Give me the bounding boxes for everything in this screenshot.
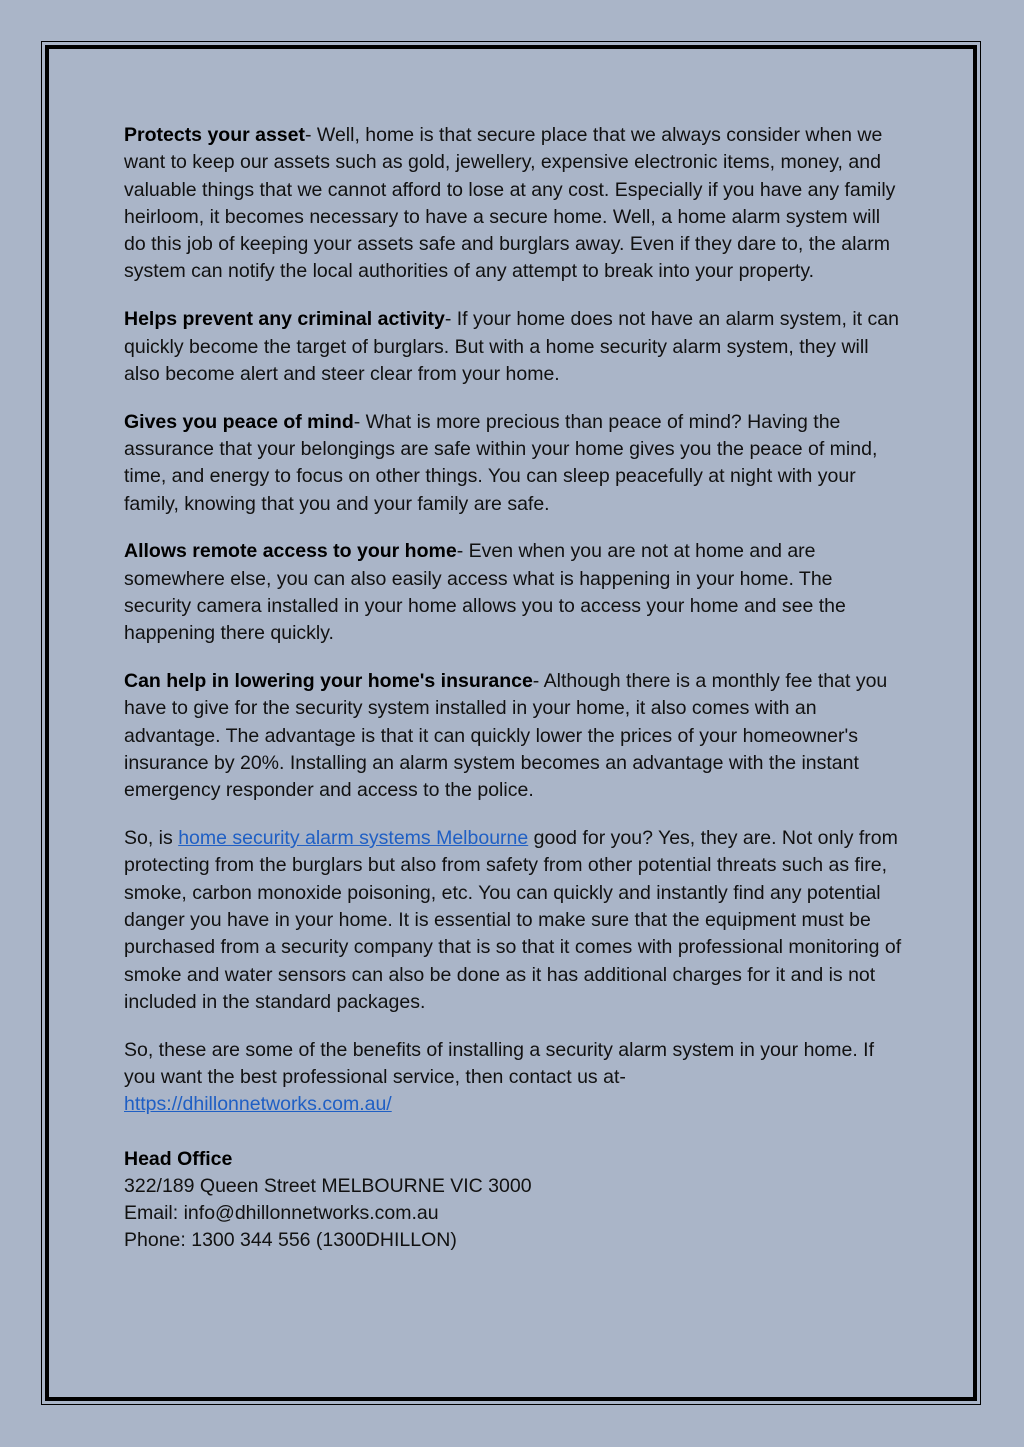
closing-text: So, these are some of the benefits of installing a security alarm system in your home. If you want the best professional service, then contact us at- bbox=[124, 1038, 875, 1088]
paragraph-prevent-crime bbox=[124, 306, 904, 388]
paragraph-protects-asset bbox=[124, 122, 904, 286]
paragraph-conclusion bbox=[124, 825, 904, 1016]
paragraph-heading: Gives you peace of mind bbox=[124, 410, 354, 433]
paragraph-remote-access bbox=[124, 538, 904, 647]
contact-heading: Head Office bbox=[124, 1147, 233, 1170]
conclusion-prefix: So, is bbox=[124, 827, 179, 850]
document-body bbox=[124, 122, 904, 1255]
website-link[interactable]: https://dhillonnetworks.com.au/ bbox=[124, 1093, 392, 1116]
paragraph-heading: Allows remote access to your home bbox=[124, 540, 457, 563]
paragraph-closing bbox=[124, 1037, 904, 1119]
contact-address: 322/189 Queen Street MELBOURNE VIC 3000 bbox=[124, 1174, 532, 1197]
paragraph-insurance bbox=[124, 668, 904, 804]
paragraph-text: - Even when you are not at home and are somewhere else, you can also easily access what is happening in your home. The security camera installed in your home allows you to access your home and see the happening there quickly. bbox=[124, 540, 846, 645]
paragraph-text: - Well, home is that secure place that we always consider when we want to keep our assets such as gold, jewellery, expensive electronic items, money, and valuable things that we cannot afford to lose at any cost. Especially if you have any family heirloom, it becomes necessary to have a secure home. Well, a home alarm system will do this job of keeping your assets safe and burglars away. Even if they dare to, the alarm system can notify the local authorities of any attempt to break into your property. bbox=[124, 124, 896, 283]
contact-block bbox=[124, 1146, 904, 1255]
paragraph-text: - If your home does not have an alarm system, it can quickly become the target of burglars. But with a home security alarm system, they will also become alert and steer clear from your home. bbox=[124, 308, 899, 385]
paragraph-peace-of-mind bbox=[124, 409, 904, 518]
paragraph-heading: Protects your asset bbox=[124, 124, 305, 146]
contact-phone: Phone: 1300 344 556 (1300DHILLON) bbox=[124, 1229, 457, 1252]
contact-email: Email: info@dhillonnetworks.com.au bbox=[124, 1202, 439, 1225]
paragraph-heading: Helps prevent any criminal activity bbox=[124, 308, 445, 331]
home-security-link[interactable]: home security alarm systems Melbourne bbox=[178, 827, 529, 850]
conclusion-suffix: good for you? Yes, they are. Not only from protecting from the burglars but also from safety from other potential threats such as fire, smoke, carbon monoxide poisoning, etc. You can quickly and instantly find any potential danger you have in your home. It is essential to make sure that the equipment must be purchased from a security company that is so that it comes with professional monitoring of smoke and water sensors can also be done as it has additional charges for it and is not included in the standard packages. bbox=[124, 827, 902, 1013]
paragraph-text: - Although there is a monthly fee that you have to give for the security system installed in your home, it also comes with an advantage. The advantage is that it can quickly lower the prices of your homeowner's insurance by 20%. Installing an alarm system becomes an advantage with the instant emergency responder and access to the police. bbox=[124, 670, 888, 802]
paragraph-text: - What is more precious than peace of mind? Having the assurance that your belongings are safe within your home gives you the peace of mind, time, and energy to focus on other things. You can sleep peacefully at night with your family, knowing that you and your family are safe. bbox=[124, 410, 878, 515]
paragraph-heading: Can help in lowering your home's insurance bbox=[124, 670, 533, 693]
